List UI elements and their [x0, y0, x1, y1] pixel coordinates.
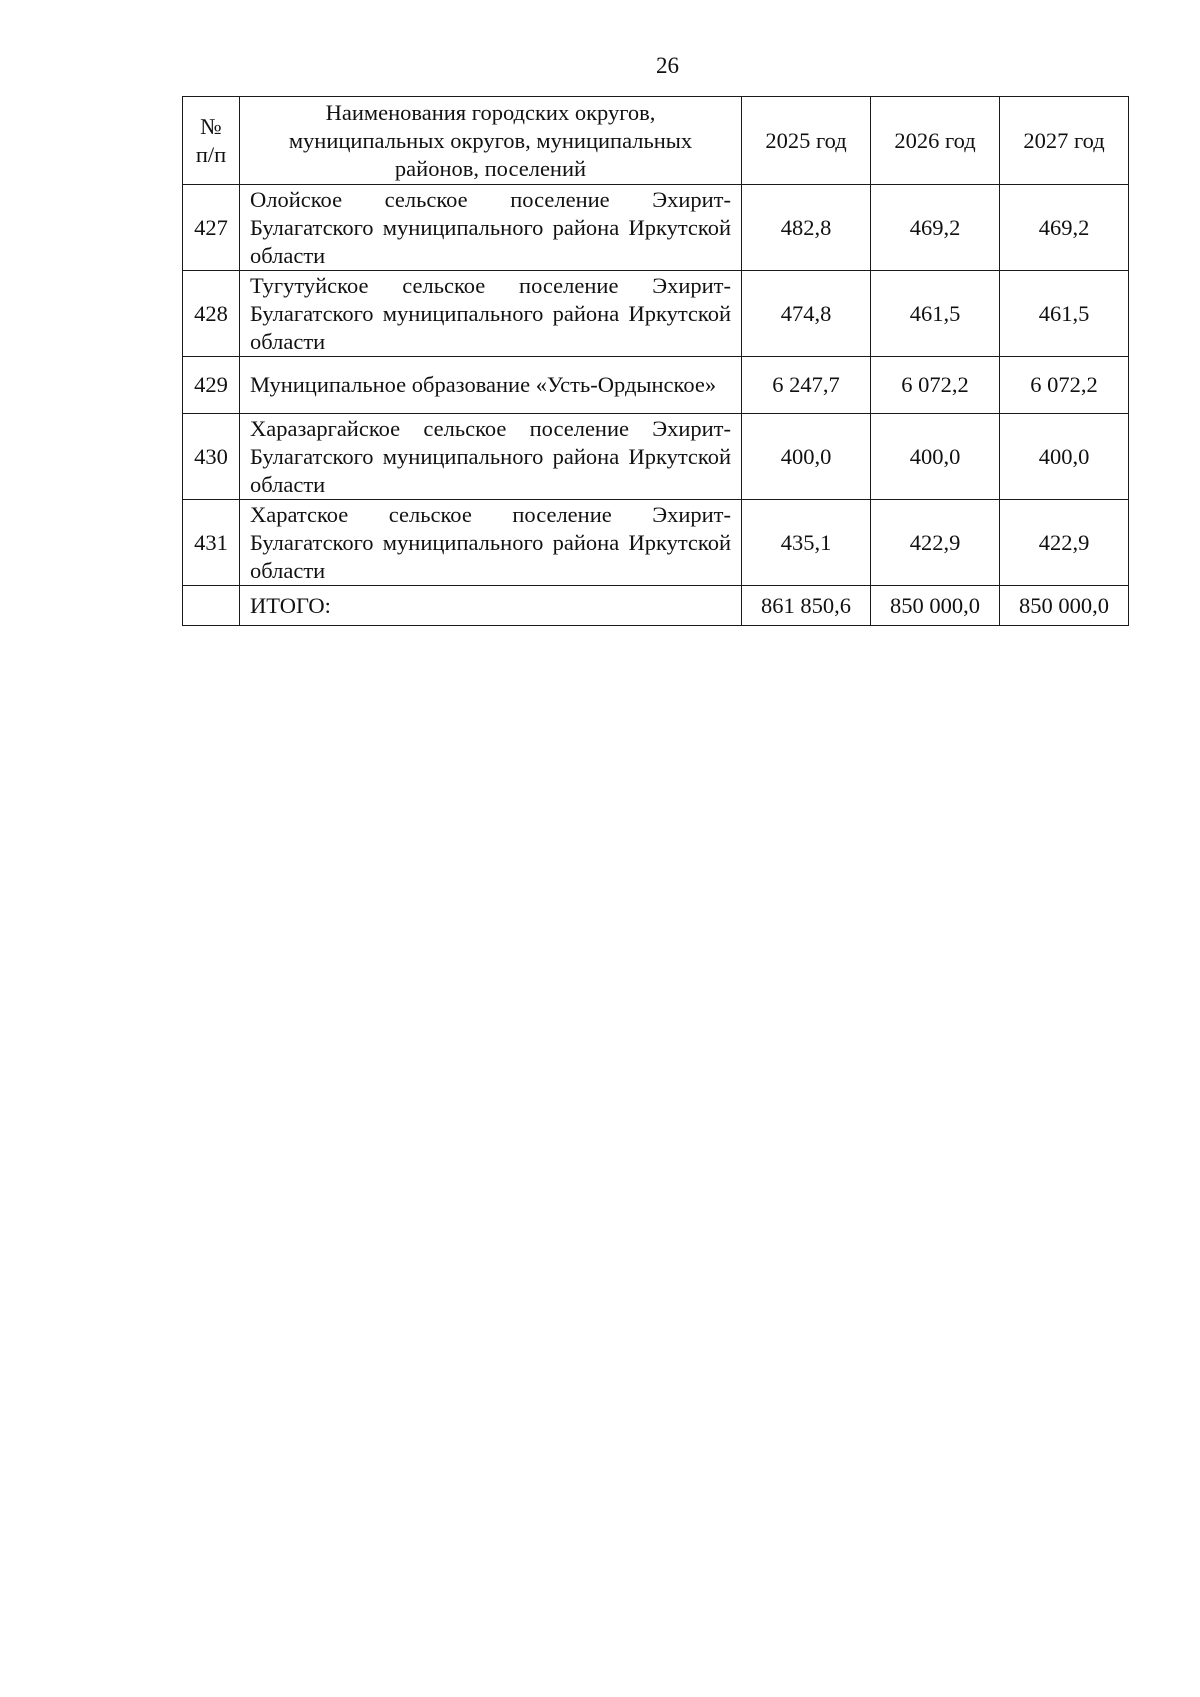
header-year-2026: 2026 год: [871, 97, 1000, 185]
row-value-2027: 6 072,2: [1000, 357, 1129, 414]
row-municipality-name: Олойское сельское поселение Эхирит-Булагатского муниципального района Иркутской области: [240, 185, 742, 271]
row-value-2025: 482,8: [742, 185, 871, 271]
total-value-2027: 850 000,0: [1000, 586, 1129, 626]
row-value-2026: 422,9: [871, 500, 1000, 586]
page-number: 26: [656, 53, 679, 78]
row-value-2027: 400,0: [1000, 414, 1129, 500]
row-value-2026: 400,0: [871, 414, 1000, 500]
row-value-2025: 435,1: [742, 500, 871, 586]
total-number: [183, 586, 240, 626]
budget-allocation-table: [182, 96, 1129, 626]
row-number: 427: [183, 185, 240, 271]
header-year-2027: 2027 год: [1000, 97, 1129, 185]
total-label: ИТОГО:: [240, 586, 742, 626]
header-year-2025: 2025 год: [742, 97, 871, 185]
row-municipality-name: Тугутуйское сельское поселение Эхирит-Булагатского муниципального района Иркутской области: [240, 271, 742, 357]
table-row: [183, 271, 1129, 357]
total-value-2025: 861 850,6: [742, 586, 871, 626]
row-municipality-name: Муниципальное образование «Усть-Ордынское»: [240, 357, 742, 414]
row-municipality-name: Харатское сельское поселение Эхирит-Булагатского муниципального района Иркутской области: [240, 500, 742, 586]
total-row: [183, 586, 1129, 626]
row-value-2026: 6 072,2: [871, 357, 1000, 414]
row-number: 431: [183, 500, 240, 586]
row-number: 428: [183, 271, 240, 357]
row-number: 430: [183, 414, 240, 500]
row-municipality-name: Харазаргайское сельское поселение Эхирит-Булагатского муниципального района Иркутской области: [240, 414, 742, 500]
header-municipality-name: Наименования городских округов, муниципальных округов, муниципальных районов, поселений: [240, 97, 742, 185]
table-header-row: [183, 97, 1129, 185]
row-value-2025: 6 247,7: [742, 357, 871, 414]
row-number: 429: [183, 357, 240, 414]
row-value-2027: 469,2: [1000, 185, 1129, 271]
row-value-2027: 422,9: [1000, 500, 1129, 586]
row-value-2025: 474,8: [742, 271, 871, 357]
row-value-2025: 400,0: [742, 414, 871, 500]
table-row: [183, 185, 1129, 271]
total-value-2026: 850 000,0: [871, 586, 1000, 626]
table-row: [183, 500, 1129, 586]
table-row: [183, 414, 1129, 500]
row-value-2026: 461,5: [871, 271, 1000, 357]
row-value-2027: 461,5: [1000, 271, 1129, 357]
table-row: [183, 357, 1129, 414]
header-number: № п/п: [183, 97, 240, 185]
row-value-2026: 469,2: [871, 185, 1000, 271]
